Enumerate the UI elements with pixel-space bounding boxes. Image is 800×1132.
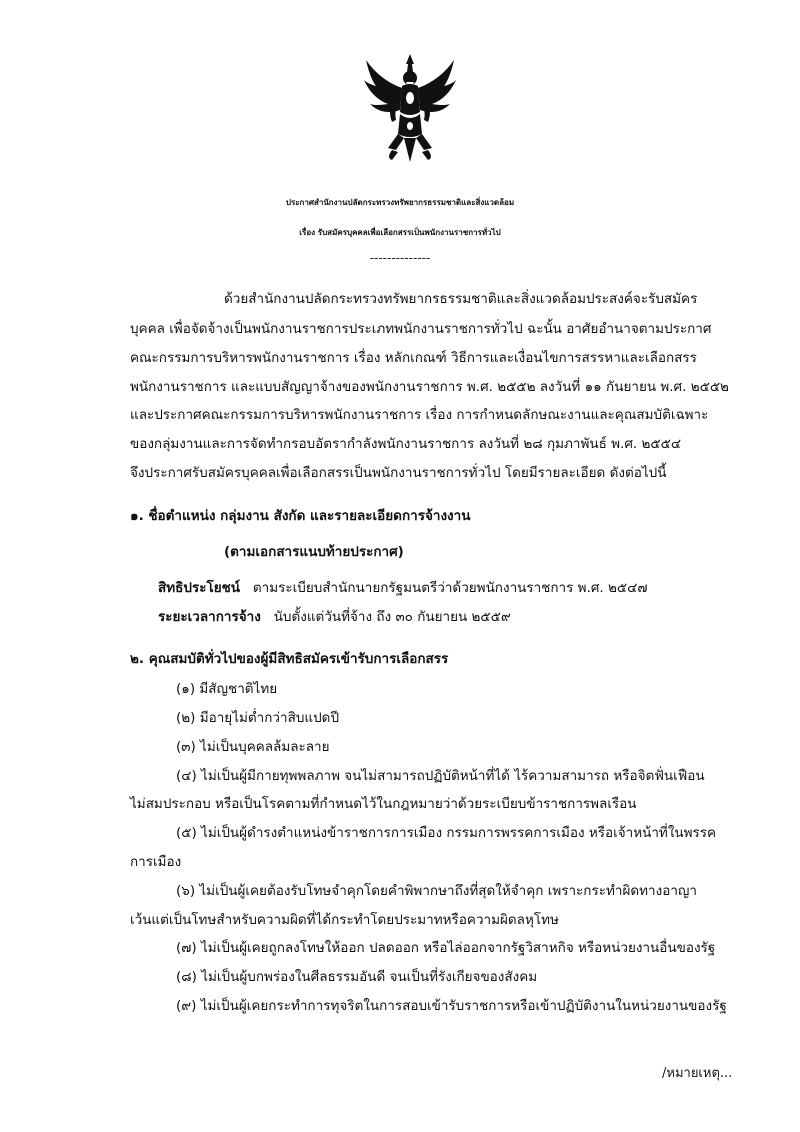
list-item: (๖) ไม่เป็นผู้เคยต้องรับโทษจำคุกโดยคำพิพากษาถึงที่สุดให้จำคุก เพราะกระทำผิดทางอาญา <box>176 883 697 899</box>
period-label: ระยะเวลาการจ้าง <box>158 609 261 625</box>
list-item: (๗) ไม่เป็นผู้เคยถูกลงโทษให้ออก ปลดออก หรือไล่ออกจากรัฐวิสาหกิจ หรือหน่วยงานอื่นของรัฐ <box>176 940 716 956</box>
benefit-value: ตามระเบียบสำนักนายกรัฐมนตรีว่าด้วยพนักงานราชการ พ.ศ. ๒๕๔๗ <box>252 580 648 596</box>
period-value: นับตั้งแต่วันที่จ้าง ถึง ๓๐ กันยายน ๒๕๕๙ <box>273 609 511 625</box>
benefit-label: สิทธิประโยชน์ <box>158 580 241 596</box>
page-title: ประกาศสำนักงานปลัดกระทรวงทรัพยากรธรรมชาติและสิ่งแวดล้อม <box>285 198 515 207</box>
intro-line: พนักงานราชการ และแบบสัญญาจ้างของพนักงานราชการ พ.ศ. ๒๕๕๒ ลงวันที่ ๑๑ กันยายน พ.ศ. ๒๕๕๒ <box>130 379 729 395</box>
intro-line: บุคคล เพื่อจัดจ้างเป็นพนักงานราชการประเภทพนักงานราชการทั่วไป ฉะนั้น อาศัยอำนาจตามประกาศ <box>130 321 712 337</box>
list-item: (๕) ไม่เป็นผู้ดำรงตำแหน่งข้าราชการการเมือง กรรมการพรรคการเมือง หรือเจ้าหน้าที่ในพรรค <box>176 825 717 841</box>
list-item: (๘) ไม่เป็นผู้บกพร่องในศีลธรรมอันดี จนเป็นที่รังเกียจของสังคม <box>176 969 538 985</box>
garuda-emblem <box>362 52 458 164</box>
section2-heading: ๒. คุณสมบัติทั่วไปของผู้มีสิทธิสมัครเข้ารับการเลือกสรร <box>130 651 449 667</box>
intro-line: และประกาศคณะกรรมการบริหารพนักงานราชการ เรื่อง การกำหนดลักษณะงานและคุณสมบัติเฉพาะ <box>130 407 709 423</box>
list-item: (๔) ไม่เป็นผู้มีกายทุพพลภาพ จนไม่สามารถปฏิบัติหน้าที่ได้ ไร้ความสามารถ หรือจิตฟั่นเฟือน <box>176 768 705 784</box>
intro-line: ของกลุ่มงานและการจัดทำกรอบอัตรากำลังพนักงานราชการ ลงวันที่ ๒๘ กุมภาพันธ์ พ.ศ. ๒๕๕๔ <box>130 436 682 452</box>
section1-heading: ๑. ชื่อตำแหน่ง กลุ่มงาน สังกัด และรายละเอียดการจ้างงาน <box>130 508 471 524</box>
intro-line: ด้วยสำนักงานปลัดกระทรวงทรัพยากรธรรมชาติและสิ่งแวดล้อมประสงค์จะรับสมัคร <box>224 291 698 307</box>
intro-line: จึงประกาศรับสมัครบุคคลเพื่อเลือกสรรเป็นพนักงานราชการทั่วไป โดยมีรายละเอียด ดังต่อไปนี้ <box>130 465 667 481</box>
list-item: (๙) ไม่เป็นผู้เคยกระทำการทุจริตในการสอบเข้ารับราชการหรือเข้าปฏิบัติงานในหน่วยงานของรัฐ <box>176 998 727 1014</box>
list-item-continued: เว้นแต่เป็นโทษสำหรับความผิดที่ได้กระทำโดยประมาทหรือความผิดลหุโทษ <box>130 912 559 928</box>
section1-note: (ตามเอกสารแนบท้ายประกาศ) <box>224 544 404 560</box>
list-item: (๓) ไม่เป็นบุคคลล้มละลาย <box>176 739 330 755</box>
benefit-row <box>158 578 648 598</box>
list-item-continued: การเมือง <box>130 854 182 870</box>
list-item-continued: ไม่สมประกอบ หรือเป็นโรคตามที่กำหนดไว้ในกฎหมายว่าด้วยระเบียบข้าราชการพลเรือน <box>130 796 637 812</box>
list-item: (๑) มีสัญชาติไทย <box>176 681 278 697</box>
list-item: (๒) มีอายุไม่ต่ำกว่าสิบแปดปี <box>176 710 340 726</box>
page-subtitle: เรื่อง รับสมัครบุคคลเพื่อเลือกสรรเป็นพนักงานราชการทั่วไป <box>299 228 501 237</box>
intro-line: คณะกรรมการบริหารพนักงานราชการ เรื่อง หลักเกณฑ์ วิธีการและเงื่อนไขการสรรหาและเลือกสรร <box>130 350 697 366</box>
continuation-marker: /หมายเหตุ... <box>662 1066 733 1081</box>
period-row <box>158 607 511 627</box>
title-divider: -------------- <box>369 251 431 265</box>
